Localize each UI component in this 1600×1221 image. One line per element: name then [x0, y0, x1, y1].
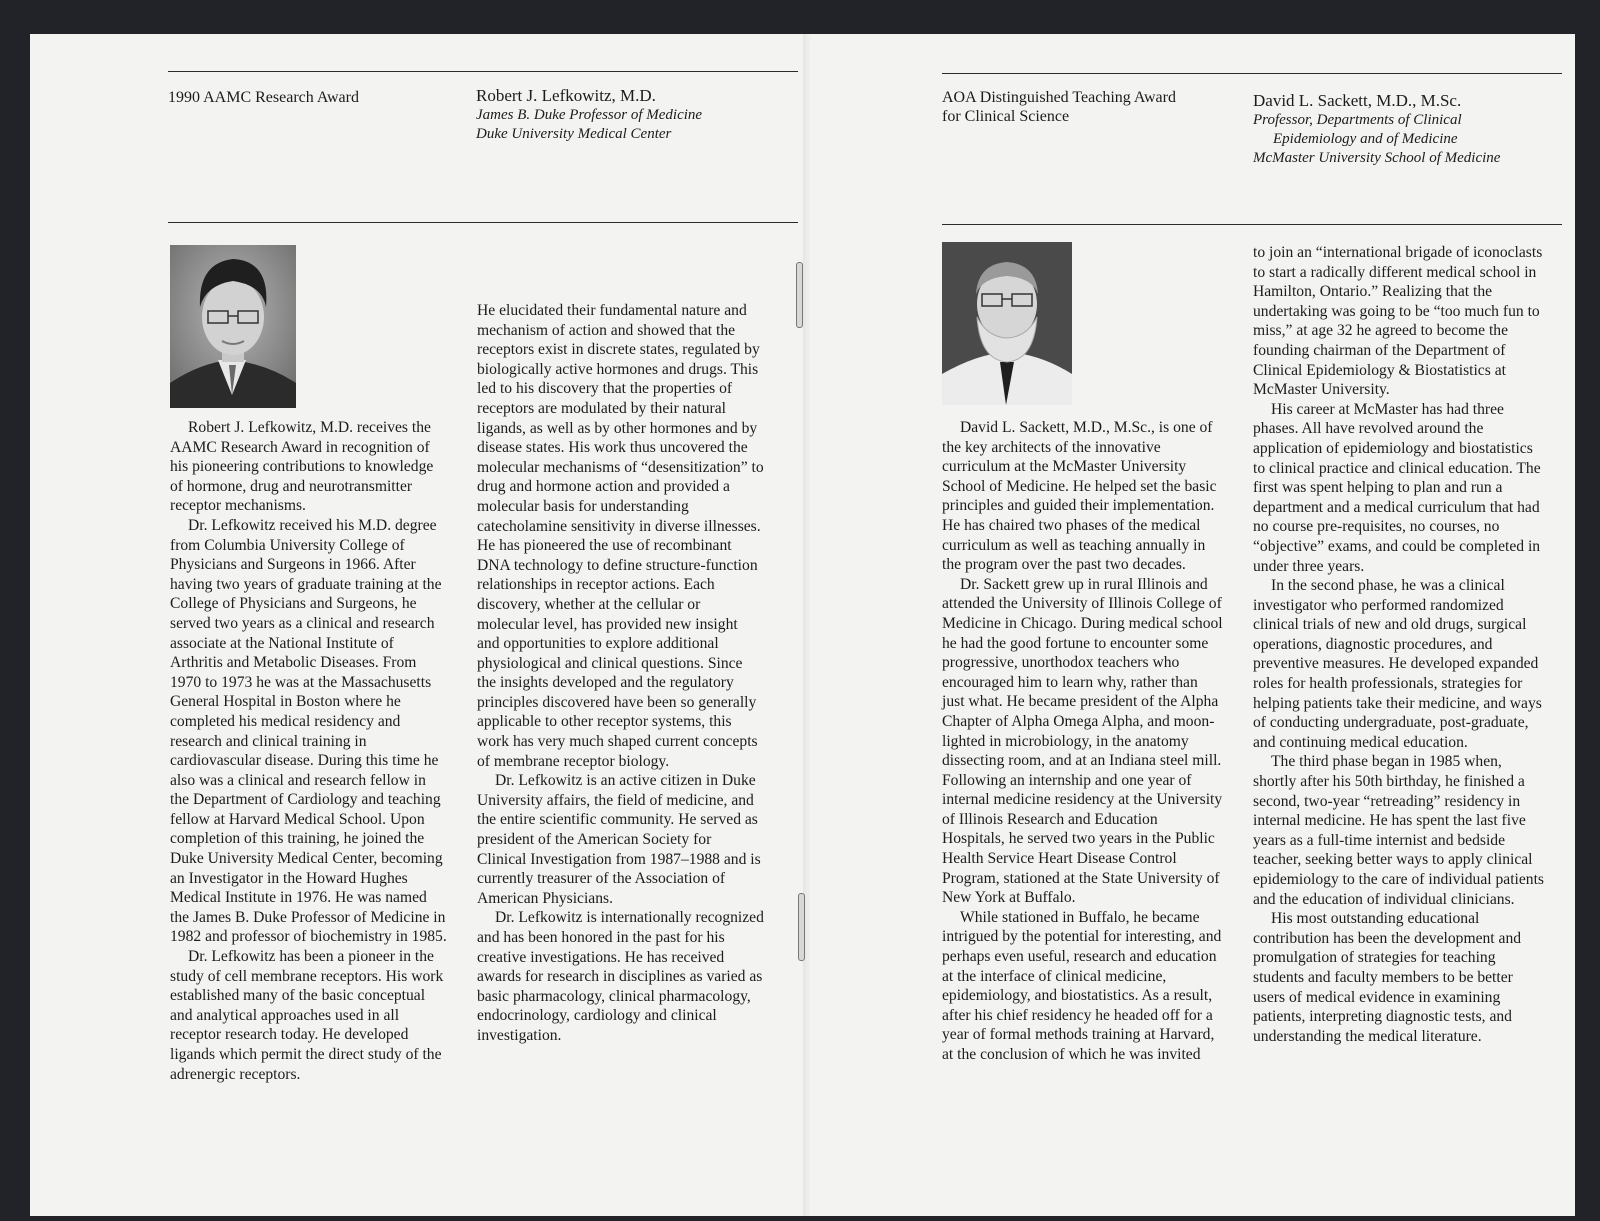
left-honoree-title: James B. Duke Professor of Medicine — [476, 107, 703, 123]
left-col2-paragraph: He elucidated their fundamental nature and mechanism of action and showed that the receptors exist in discrete states, regulated by biologically active hormones and drugs. This led to his discovery that the properties of receptors are modulated by their natural ligands, as well as by other hormones and by disease states. His work thus uncovered the molecular mechanisms of “desensitization” to drug and hormone action and provided a molecular basis for understanding catecholamine sensitivity in diverse illnesses. He has pioneered the use of recombinant DNA technology to define structure-function relationships in receptor actions. Each discovery, whether at the cellular or molecular level, has provided new insight and opportunities to explore additional physiological and clinical questions. Since the insights developed and the regulatory principles discovered have been so generally applicable to other receptor systems, this work has very much shaped current concepts of membrane receptor biology. — [477, 302, 764, 770]
right-mid-rule — [942, 224, 1562, 225]
left-mid-rule — [168, 222, 798, 223]
right-honoree-institution: McMaster University School of Medicine — [1253, 150, 1501, 166]
staple-bottom — [798, 893, 805, 961]
left-col2-paragraph: Dr. Lefkowitz is an active citizen in Duke University affairs, the field of medicine, and the entire scientific community. He served as president of the American Society for Clinical Investigation from 1987–1988 and is currently treasurer of the Association of American Physicians. — [477, 772, 761, 907]
right-col2-paragraph: His career at McMaster has had three phases. All have revolved around the application of epidemiology and biostatistics to clinical practice and clinical education. The first was spent helping to plan and run a department and a medical curriculum that had no course pre-requisites, no courses, no “objective” exams, and could be completed in under three years. — [1253, 400, 1541, 575]
right-col1-paragraph: David L. Sackett, M.D., M.Sc., is one of the key architects of the innovative curriculum at the McMaster University School of Medicine. He helped set the basic principles and guided their implementation. He has chaired two phases of the medical curriculum as well as teaching annually in the program over the past two decades. — [942, 419, 1217, 574]
lefkowitz-portrait — [170, 245, 296, 408]
staple-top — [796, 262, 803, 328]
right-col2-paragraph: In the second phase, he was a clinical investigator who performed randomized clinical trials of new and old drugs, surgical operations, diagnostic procedures, and preventive measures. He developed expanded roles for health professionals, strategies for helping patients take their medicine, and ways of conducting undergraduate, post-graduate, and continuing medical education. — [1253, 577, 1542, 751]
left-honoree-block — [476, 86, 796, 144]
right-col1-paragraph: Dr. Sackett grew up in rural Illinois and attended the University of Illinois College of Medicine in Chicago. During medical school he had the good fortune to encounter some progressive, unorthodox teachers who encouraged him to learn why, rather than just what. He became president of the Alpha Chapter of Alpha Omega Alpha, and moon-lighted in microbiology, in the anatomy dissecting room, and at an Indiana steel mill. Following an internship and one year of internal medicine residency at the University of Illinois Research and Education Hospitals, he served two years in the Public Health Service Heart Disease Control Program, stationed at the State University of New York at Buffalo. — [942, 575, 1223, 907]
right-award-title — [942, 88, 1232, 126]
left-col1-paragraph: Dr. Lefkowitz received his M.D. degree from Columbia University College of Physicians and Surgeons in 1966. After having two years of graduate training at the College of Physicians and Surgeons, he served two years as a clinical and research associate at the National Institute of Arthritis and Metabolic Diseases. From 1970 to 1973 he was at the Massachusetts General Hospital in Boston where he completed his medical residency and research and clinical training in cardiovascular disease. During this time he also was a clinical and research fellow in the Department of Cardiology and teaching fellow at Harvard Medical School. Upon completion of this training, he joined the Duke University Medical Center, becoming an Investigator in the Howard Hughes Medical Institute in 1976. He was named the James B. Duke Professor of Medicine in 1982 and professor of biochemistry in 1985. — [170, 516, 447, 946]
right-col2-paragraph: to join an “international brigade of iconoclasts to start a radically different medical school in Hamilton, Ontario.” Realizing that the undertaking was going to be “too much fun to miss,” at age 32 he agreed to become the founding chairman of the Department of Clinical Epidemiology & Biostatistics at McMaster University. — [1253, 244, 1543, 399]
center-fold — [803, 34, 811, 1216]
right-honoree-title: Professor, Departments of Clinical — [1253, 112, 1462, 128]
left-col2-paragraph: Dr. Lefkowitz is internationally recognized and has been honored in the past for his creative investigations. He has received awards for research in disciplines as varied as basic pharmacology, clinical pharmacology, endocrinology, cardiology and clinical investigation. — [477, 909, 764, 1044]
right-honoree-name: David L. Sackett, M.D., M.Sc. — [1253, 91, 1462, 110]
left-top-rule — [168, 71, 798, 72]
right-honoree-block — [1253, 91, 1563, 168]
right-award-line: AOA Distinguished Teaching Award — [942, 89, 1176, 106]
right-award-line: for Clinical Science — [942, 108, 1070, 125]
sackett-portrait — [942, 242, 1072, 405]
left-col1-paragraph: Robert J. Lefkowitz, M.D. receives the AAMC Research Award in recognition of his pioneering contributions to knowledge of hormone, drug and neurotransmitter receptor mechanisms. — [170, 419, 434, 515]
left-honoree-name: Robert J. Lefkowitz, M.D. — [476, 86, 656, 105]
right-column-1 — [942, 418, 1224, 1065]
left-column-2 — [477, 301, 764, 1046]
right-top-rule — [942, 73, 1562, 74]
left-honoree-institution: Duke University Medical Center — [476, 126, 672, 142]
left-award-title: 1990 AAMC Research Award — [168, 89, 359, 106]
right-col1-paragraph: While stationed in Buffalo, he became intrigued by the potential for interesting, and perhaps even useful, research and education at the interface of clinical medicine, epidemiology, and biostatistics. As a result, after his chief residency he headed off for a year of formal methods training at Harvard, at the conclusion of which he was invited — [942, 908, 1222, 1063]
right-column-2 — [1253, 243, 1545, 1046]
left-col1-paragraph: Dr. Lefkowitz has been a pioneer in the study of cell membrane receptors. His work established many of the basic conceptual and analytical approaches used in all receptor research today. He developed ligands which permit the direct study of the adrenergic receptors. — [170, 948, 444, 1083]
right-col2-paragraph: The third phase began in 1985 when, shortly after his 50th birthday, he finished a second, two-year “retreading” residency in internal medicine. He has spent the last five years as a full-time internist and bedside teacher, seeking better ways to apply clinical epidemiology to the care of individual patients and the education of individual clinicians. — [1253, 753, 1545, 908]
left-column-1 — [170, 418, 448, 1084]
right-col2-paragraph: His most outstanding educational contribution has been the development and promulgation of strategies for teaching students and faculty members to be better users of medical evidence in examining patients, interpreting diagnostic tests, and understanding the medical literature. — [1253, 910, 1522, 1045]
right-honoree-title: Epidemiology and of Medicine — [1273, 131, 1458, 147]
